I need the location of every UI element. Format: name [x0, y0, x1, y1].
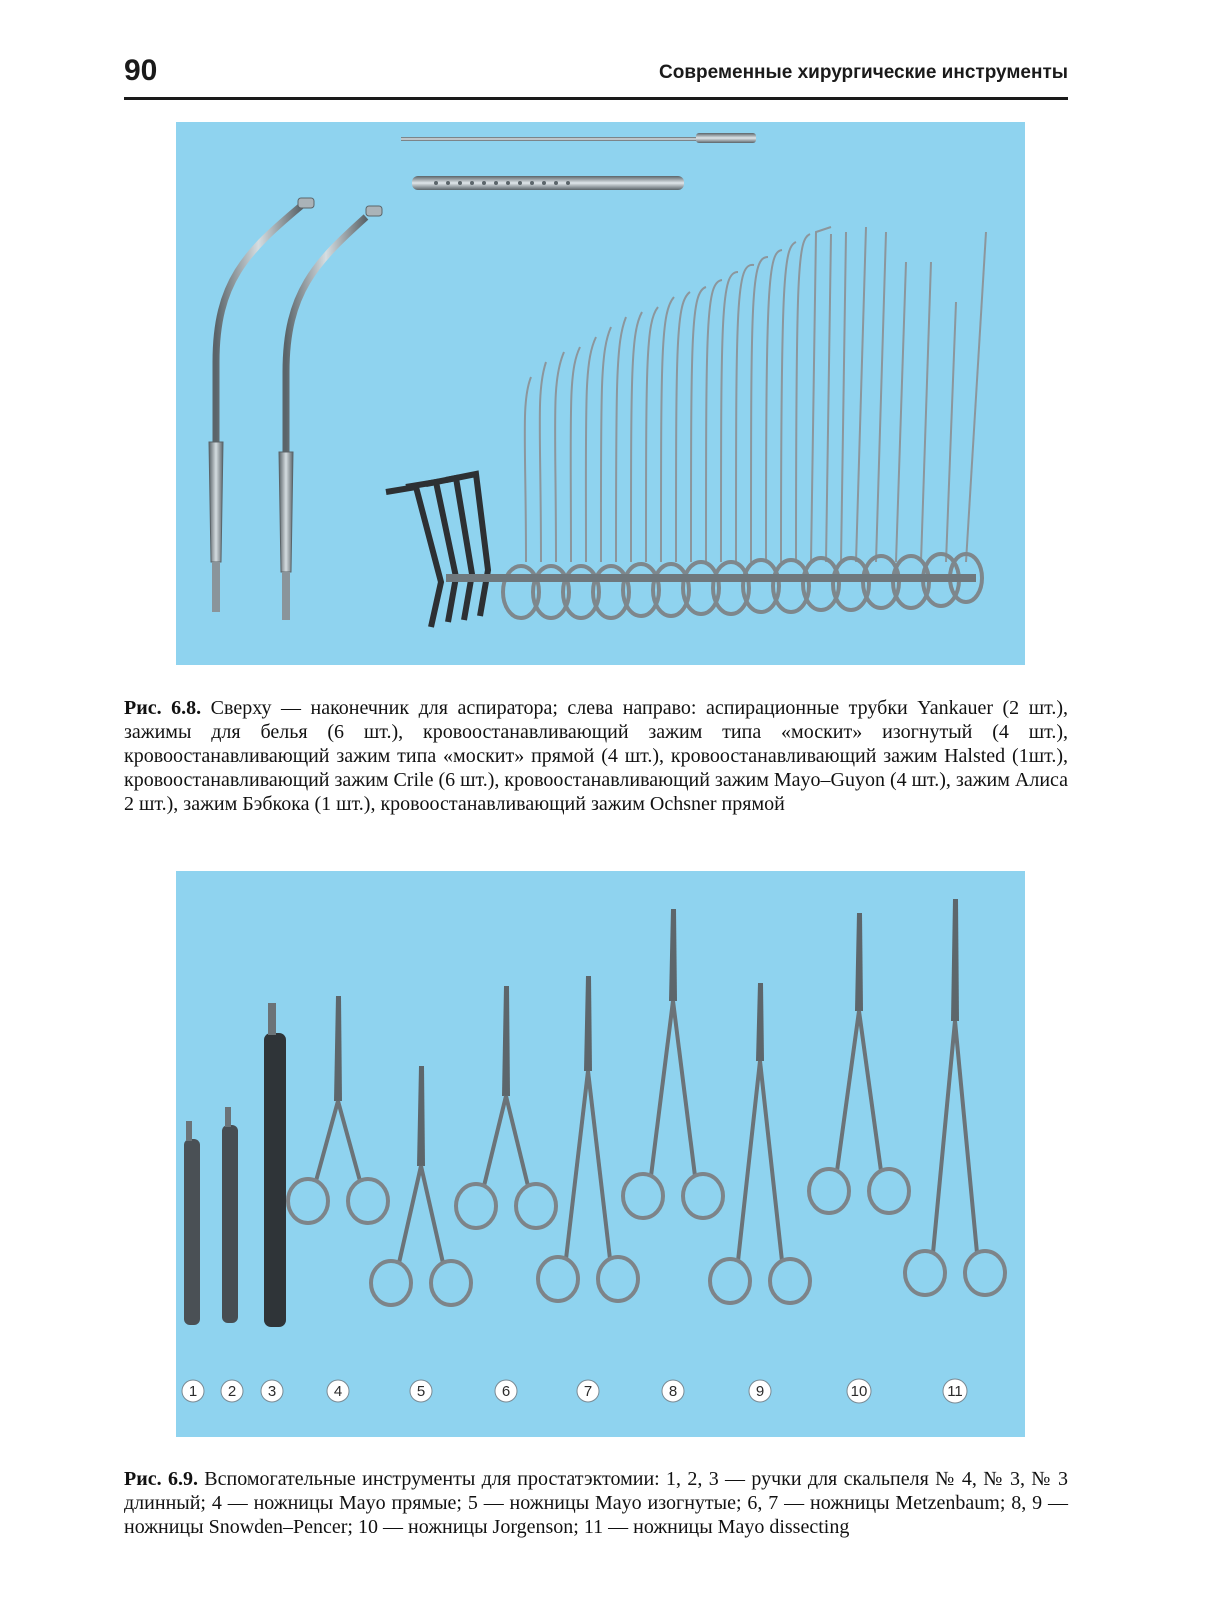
scissors-11 — [905, 899, 1005, 1295]
finger-ring — [538, 1257, 578, 1301]
finger-ring — [431, 1261, 471, 1305]
instrument-number: 3 — [267, 1383, 277, 1400]
instrument-number-badge — [221, 1380, 243, 1402]
instrument-number: 10 — [850, 1383, 868, 1400]
finger-ring — [869, 1169, 909, 1213]
scalpel-handle-2 — [222, 1107, 238, 1323]
finger-ring — [683, 1174, 723, 1218]
instrument-number-badge — [182, 1380, 204, 1402]
finger-ring — [371, 1261, 411, 1305]
finger-ring — [710, 1259, 750, 1303]
page-number: 90 — [124, 54, 158, 87]
finger-ring — [770, 1259, 810, 1303]
scissors-6 — [456, 986, 556, 1228]
finger-ring — [516, 1184, 556, 1228]
finger-ring — [905, 1251, 945, 1295]
instrument-number: 2 — [227, 1383, 237, 1400]
instrument-number: 8 — [668, 1383, 678, 1400]
finger-ring — [598, 1257, 638, 1301]
instrument-number: 9 — [755, 1383, 765, 1400]
figure-6-9-caption — [124, 1467, 1068, 1539]
finger-ring — [456, 1184, 496, 1228]
instrument-number-badge — [943, 1379, 967, 1403]
scissors-7 — [538, 976, 638, 1301]
scissors-group — [288, 899, 1005, 1305]
number-badges — [182, 1379, 967, 1403]
instrument-number-badge — [410, 1380, 432, 1402]
figure-6-9-caption-text: Вспомогательные инструменты для простатэктомии: 1, 2, 3 — ручки для скальпеля № 4, № 3, № 3 длинный; 4 — ножницы Mayo прямые; 5 — ножницы Mayo изогнутые; 6, 7 — ножницы Metzenbaum; 8, 9 — ножницы Snowden–Pencer; 10 — ножницы Jorgenson; 11 — ножницы Mayo dissecting — [124, 1468, 1069, 1538]
scissors-9 — [710, 983, 810, 1303]
scalpel-handle-3 — [264, 1003, 286, 1327]
instrument-number-badge — [847, 1379, 871, 1403]
finger-ring — [348, 1179, 388, 1223]
figure-6-9-photo — [176, 871, 1025, 1437]
finger-ring — [288, 1179, 328, 1223]
header-rule — [124, 97, 1068, 100]
figure-6-9-illustration — [176, 871, 1025, 1437]
figure-6-8-label: Рис. 6.8. — [124, 697, 202, 719]
finger-ring — [965, 1251, 1005, 1295]
hemostat-rings — [503, 554, 982, 618]
instrument-number-badge — [749, 1380, 771, 1402]
rack-bar — [446, 574, 976, 582]
scissors-4 — [288, 996, 388, 1223]
scalpel-handle-1 — [184, 1121, 200, 1325]
yankauer-tube-1 — [209, 198, 314, 612]
finger-ring — [809, 1169, 849, 1213]
figure-6-8-illustration — [176, 122, 1025, 665]
figure-6-9-label: Рис. 6.9. — [124, 1468, 198, 1490]
scissors-5 — [371, 1066, 471, 1305]
instrument-number-badge — [261, 1380, 283, 1402]
scissors-10 — [809, 913, 909, 1213]
instrument-number: 1 — [188, 1383, 198, 1400]
figure-6-8-caption-text: Сверху — наконечник для аспиратора; слева направо: аспирационные трубки Yankauer (2 шт.), зажимы для белья (6 шт.), кровоостанавливающий зажим типа «москит» изогнутый (4 шт.), кровоостанавливающий зажим типа «москит» прямой (4 шт.), кровоостанавливающий зажим Halsted (1шт.), кровоостанавливающий зажим Crile (6 шт.), кровоостанавливающий зажим Mayo–Guyon (4 шт.), зажим Алиса 2 шт.), зажим Бэбкока (1 шт.), кровоостанавливающий зажим Ochsner прямой — [124, 697, 1069, 815]
instrument-number-badge — [577, 1380, 599, 1402]
running-title: Современные хирургические инструменты — [659, 62, 1068, 83]
yankauer-tube-2 — [279, 206, 382, 620]
figure-6-8-photo — [176, 122, 1025, 665]
instrument-number: 7 — [583, 1383, 593, 1400]
instrument-number-badge — [662, 1380, 684, 1402]
instrument-number: 4 — [333, 1383, 343, 1400]
page-header — [124, 54, 1068, 98]
scissors-8 — [623, 909, 723, 1218]
aspirator-tip — [401, 133, 756, 190]
instrument-number-badge — [327, 1380, 349, 1402]
finger-ring — [623, 1174, 663, 1218]
instrument-number: 11 — [947, 1383, 963, 1400]
instrument-number-badge — [495, 1380, 517, 1402]
instrument-number: 5 — [416, 1383, 426, 1400]
figure-6-8-caption — [124, 696, 1068, 816]
towel-clamps — [386, 474, 488, 627]
instrument-number: 6 — [501, 1383, 511, 1400]
hemostat-rack — [525, 227, 986, 562]
